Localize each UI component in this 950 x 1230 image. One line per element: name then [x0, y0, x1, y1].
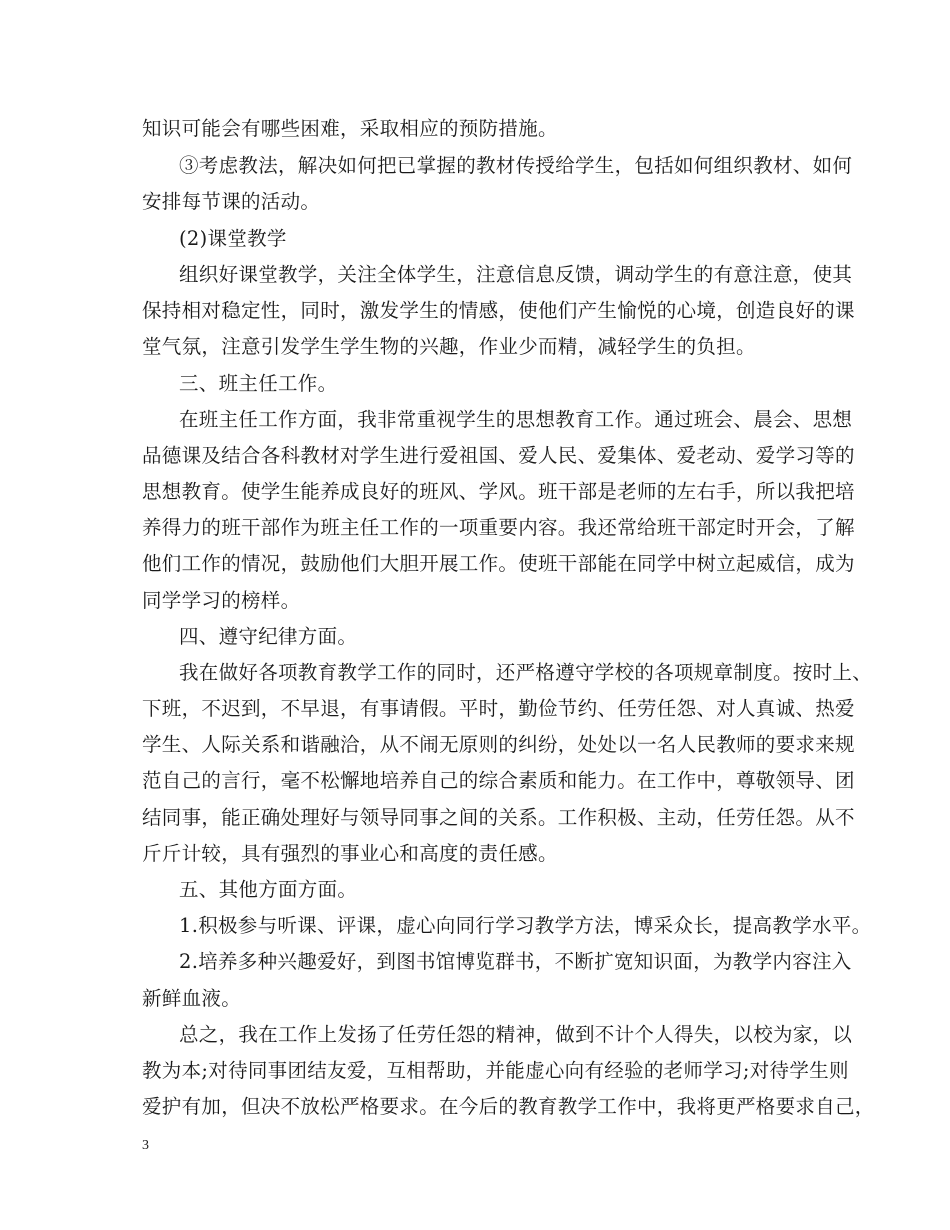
body-text-line: 安排每节课的活动。	[142, 190, 321, 213]
section-heading: 三、班主任工作。	[179, 372, 338, 395]
body-text-line: 同学学习的榜样。	[142, 589, 301, 612]
page-number: 3	[142, 1138, 149, 1153]
list-item: 2.培养多种兴趣爱好，到图书馆博览群书，不断扩宽知识面，为教学内容注入	[179, 950, 852, 973]
section-heading: (2)课堂教学	[179, 227, 287, 250]
body-text-line: 在班主任工作方面，我非常重视学生的思想教育工作。通过班会、晨会、思想	[179, 408, 853, 431]
body-text-line: 下班，不迟到，不早退，有事请假。平时，勤俭节约、任劳任怨、对人真诚、热爱	[142, 697, 855, 720]
body-text-line: 养得力的班干部作为班主任工作的一项重要内容。我还常给班干部定时开会，了解	[142, 516, 855, 539]
body-text-line: 堂气氛，注意引发学生学生物的兴趣，作业少而精，减轻学生的负担。	[142, 335, 756, 358]
body-text-line: 知识可能会有哪些困难，采取相应的预防措施。	[142, 117, 558, 140]
body-text-line: ③考虑教法，解决如何把已掌握的教材传授给学生，包括如何组织教材、如何	[179, 154, 853, 177]
section-heading: 四、遵守纪律方面。	[179, 625, 358, 648]
section-heading: 五、其他方面方面。	[179, 878, 358, 901]
body-text-line: 保持相对稳定性，同时，激发学生的情感，使他们产生愉悦的心境，创造良好的课	[142, 299, 855, 322]
body-text-line: 我在做好各项教育教学工作的同时，还严格遵守学校的各项规章制度。按时上、	[179, 661, 873, 684]
body-text-line: 品德课及结合各科教材对学生进行爱祖国、爱人民、爱集体、爱老动、爱学习等的	[142, 444, 855, 467]
body-text-line: 结同事，能正确处理好与领导同事之间的关系。工作积极、主动，任劳任怨。从不	[142, 806, 855, 829]
body-text-line: 爱护有加，但决不放松严格要求。在今后的教育教学工作中，我将更严格要求自己，	[142, 1095, 875, 1118]
body-text-line: 范自己的言行，毫不松懈地培养自己的综合素质和能力。在工作中，尊敬领导、团	[142, 769, 855, 792]
body-text-line: 新鲜血液。	[142, 987, 242, 1010]
body-text-line: 思想教育。使学生能养成良好的班风、学风。班干部是老师的左右手，所以我把培	[142, 480, 855, 503]
body-text-line: 教为本;对待同事团结友爱，互相帮助，并能虚心向有经验的老师学习;对待学生则	[142, 1059, 849, 1082]
body-text-line: 他们工作的情况，鼓励他们大胆开展工作。使班干部能在同学中树立起威信，成为	[142, 552, 855, 575]
body-text-line: 斤斤计较，具有强烈的事业心和高度的责任感。	[142, 842, 558, 865]
list-item: 1.积极参与听课、评课，虚心向同行学习教学方法，博采众长，提高教学水平。	[179, 914, 872, 937]
body-text-line: 总之，我在工作上发扬了任劳任怨的精神，做到不计个人得失，以校为家，以	[179, 1023, 853, 1046]
body-text-line: 学生、人际关系和谐融洽，从不闹无原则的纠纷，处处以一名人民教师的要求来规	[142, 733, 855, 756]
body-text-line: 组织好课堂教学，关注全体学生，注意信息反馈，调动学生的有意注意，使其	[179, 263, 853, 286]
